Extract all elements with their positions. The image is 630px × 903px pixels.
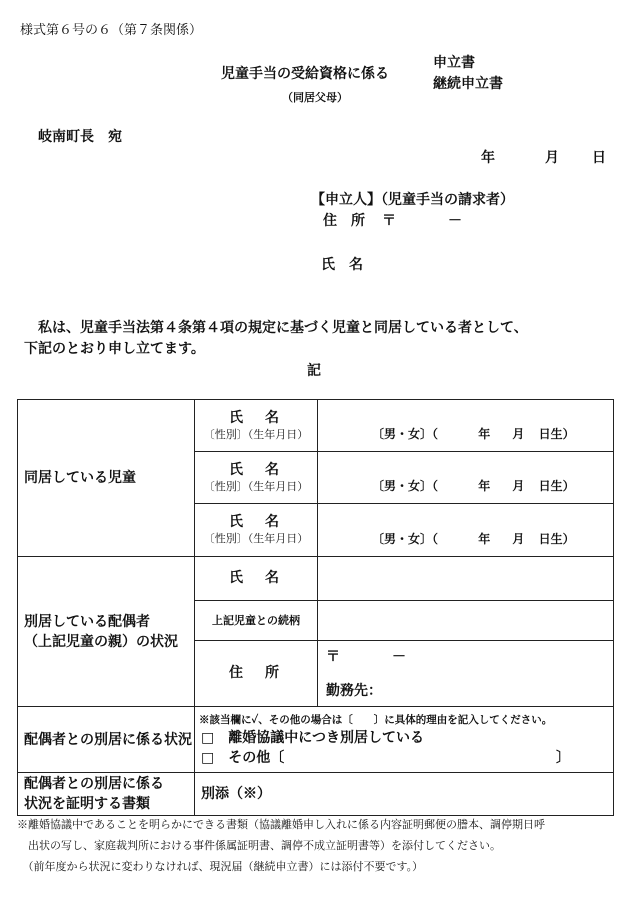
applicant-postal-dash: －	[448, 213, 462, 229]
child-3-labels: 氏 名 〔性別〕（生年月日）	[195, 504, 318, 557]
applicant-postal-mark: 〒	[382, 213, 396, 229]
form-number: 様式第６号の６（第７条関係）	[20, 23, 203, 38]
option-divorce-negotiation[interactable]: □ 離婚協議中につき別居している	[201, 729, 424, 746]
statement-line-1: 私は、児童手当法第４条第４項の規定に基づく児童と同居している者として、	[38, 320, 528, 336]
addressee: 岐南町長 宛	[38, 129, 122, 145]
child-2-field[interactable]: 〔男・女〕（ 年 月 日生）	[318, 452, 614, 504]
child-1-field[interactable]: 〔男・女〕（ 年 月 日生）	[318, 400, 614, 452]
title-sub: （同居父母）	[282, 91, 348, 104]
title-main: 児童手当の受給資格に係る	[221, 66, 389, 82]
ki-heading: 記	[307, 363, 321, 379]
date-month: 月	[545, 150, 559, 166]
proof-section-label: 配偶者との別居に係る 状況を証明する書類	[18, 773, 195, 816]
spouse-address-label: 住 所	[195, 641, 318, 707]
statement-line-2: 下記のとおり申し立てます。	[24, 341, 205, 357]
spouse-relation-label: 上記児童との続柄	[195, 601, 318, 641]
applicant-name-label: 氏 名	[321, 257, 363, 273]
child-2-labels: 氏 名 〔性別〕（生年月日）	[195, 452, 318, 504]
proof-value: 別添（※）	[195, 773, 614, 816]
spouse-name-field[interactable]	[318, 557, 614, 601]
separation-field	[195, 707, 614, 773]
spouse-name-label: 氏 名	[195, 557, 318, 601]
separation-section-label: 配偶者との別居に係る状況	[18, 707, 195, 773]
applicant-address-label: 住 所	[323, 213, 365, 229]
children-section-label: 同居している児童	[18, 400, 195, 557]
form-table	[17, 399, 614, 816]
spouse-section-label: 別居している配偶者 （上記児童の親）の状況	[18, 557, 195, 707]
footer-note-1: ※離婚協議中であることを明らかにできる書類（協議離婚申し入れに係る内容証明郵便の謄本、調停期日呼	[17, 818, 545, 831]
footer-note-3: （前年度から状況に変わりなければ、現況届（継続申立書）には添付不要です。）	[17, 860, 424, 873]
date-year: 年	[481, 150, 495, 166]
footer-note-2: 出状の写し、家庭裁判所における事件係属証明書、調停不成立証明書等）を添付してください。	[17, 839, 501, 852]
doc-type-application: 申立書	[433, 55, 475, 71]
doc-type-continuation: 継続申立書	[433, 76, 503, 92]
applicant-heading: 【申立人】（児童手当の請求者）	[311, 192, 514, 208]
date-day: 日	[592, 150, 606, 166]
option-other[interactable]: □ その他〔 〕	[201, 749, 570, 766]
spouse-relation-field[interactable]	[318, 601, 614, 641]
spouse-address-field[interactable]: 〒 － 勤務先：	[318, 641, 614, 707]
separation-note: ※該当欄に✓、その他の場合は〔 〕に具体的理由を記入してください。	[199, 713, 553, 726]
child-1-labels: 氏 名 〔性別〕（生年月日）	[195, 400, 318, 452]
spouse-workplace: 勤務先：	[326, 682, 382, 699]
child-3-field[interactable]: 〔男・女〕（ 年 月 日生）	[318, 504, 614, 557]
